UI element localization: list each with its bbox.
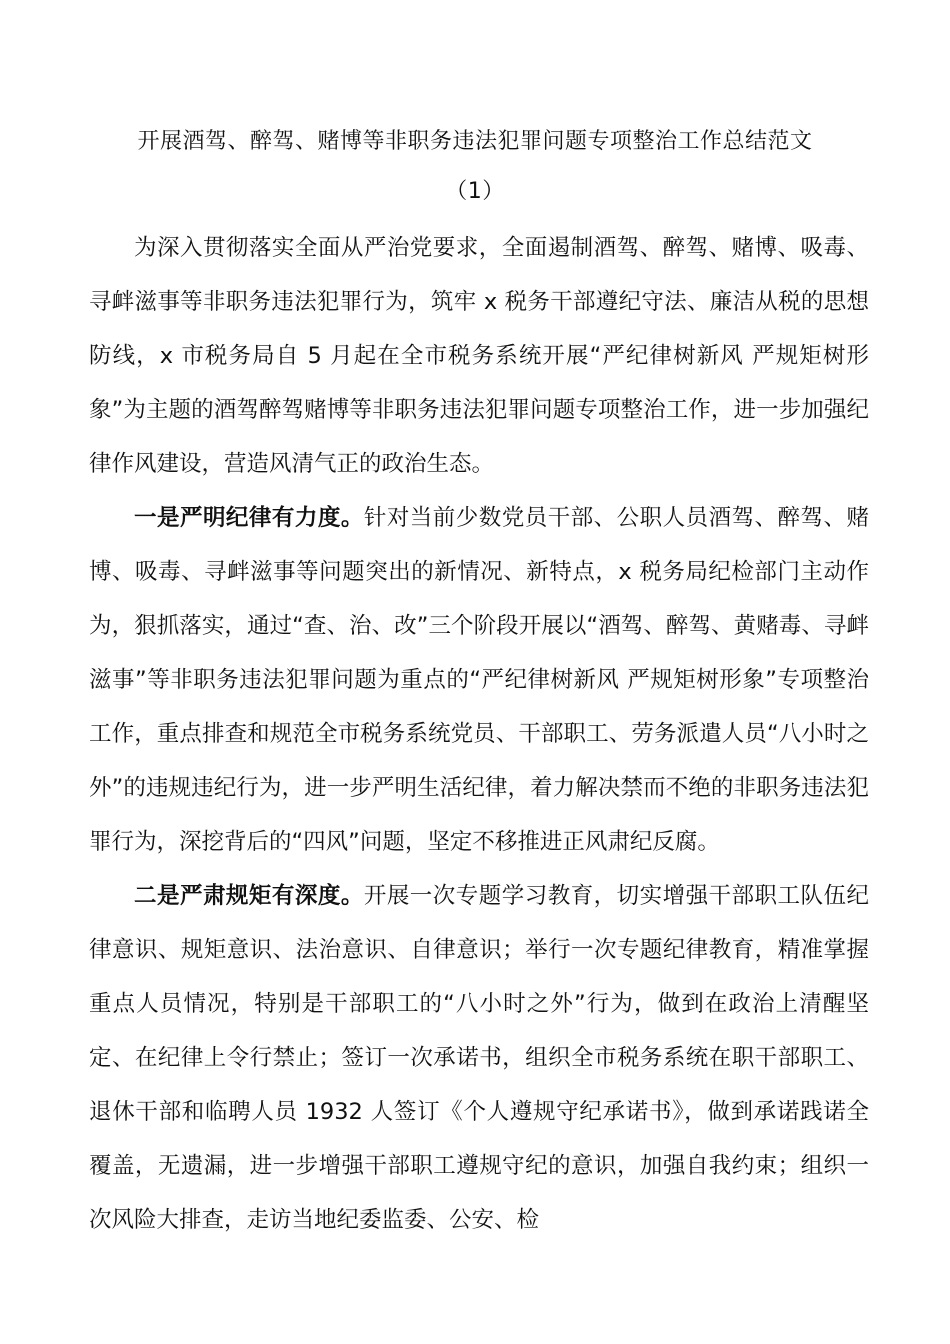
paragraph-discipline xyxy=(89,491,869,869)
paragraph-text: 开展一次专题学习教育，切实增强干部职工队伍纪律意识、规矩意识、法治意识、自律意识；举行一次专题纪律教育，精准掌握重点人员情况，特别是干部职工的“八小时之外”行为，做到在政治上清醒坚定、在纪律上令行禁止；签订一次承诺书，组织全市税务系统在职干部职工、退休干部和临聘人员 1932 人签订《个人遵规守纪承诺书》，做到承诺践诺全覆盖，无遗漏，进一步增强干部职工遵规守纪的意识，加强自我约束；组织一次风险大排查，走访当地纪委监委、公安、检 xyxy=(89,883,869,1233)
paragraph-rules xyxy=(89,869,869,1247)
paragraph-intro xyxy=(89,221,869,491)
paragraph-lead: 一是严明纪律有力度。 xyxy=(134,505,364,531)
document-title-number: （1） xyxy=(445,179,505,204)
document-title: 开展酒驾、醉驾、赌博等非职务违法犯罪问题专项整治工作总结范文 xyxy=(137,129,813,154)
paragraph-text: 针对当前少数党员干部、公职人员酒驾、醉驾、赌博、吸毒、寻衅滋事等问题突出的新情况、新特点，x 税务局纪检部门主动作为，狠抓落实，通过“查、治、改”三个阶段开展以“酒驾、醉驾、黄赌毒、寻衅滋事”等非职务违法犯罪问题为重点的“严纪律树新风 严规矩树形象”专项整治工作，重点排查和规范全市税务系统党员、干部职工、劳务派遣人员“八小时之外”的违规违纪行为，进一步严明生活纪律，着力解决禁而不绝的非职务违法犯罪行为，深挖背后的“四风”问题，坚定不移推进正风肃纪反腐。 xyxy=(89,505,869,855)
document-body xyxy=(89,221,869,1247)
paragraph-text: 为深入贯彻落实全面从严治党要求，全面遏制酒驾、醉驾、赌博、吸毒、寻衅滋事等非职务违法犯罪行为，筑牢 x 税务干部遵纪守法、廉洁从税的思想防线，x 市税务局自 5 月起在全市税务系统开展“严纪律树新风 严规矩树形象”为主题的酒驾醉驾赌博等非职务违法犯罪问题专项整治工作，进一步加强纪律作风建设，营造风清气正的政治生态。 xyxy=(89,235,869,477)
paragraph-lead: 二是严肃规矩有深度。 xyxy=(134,883,364,909)
